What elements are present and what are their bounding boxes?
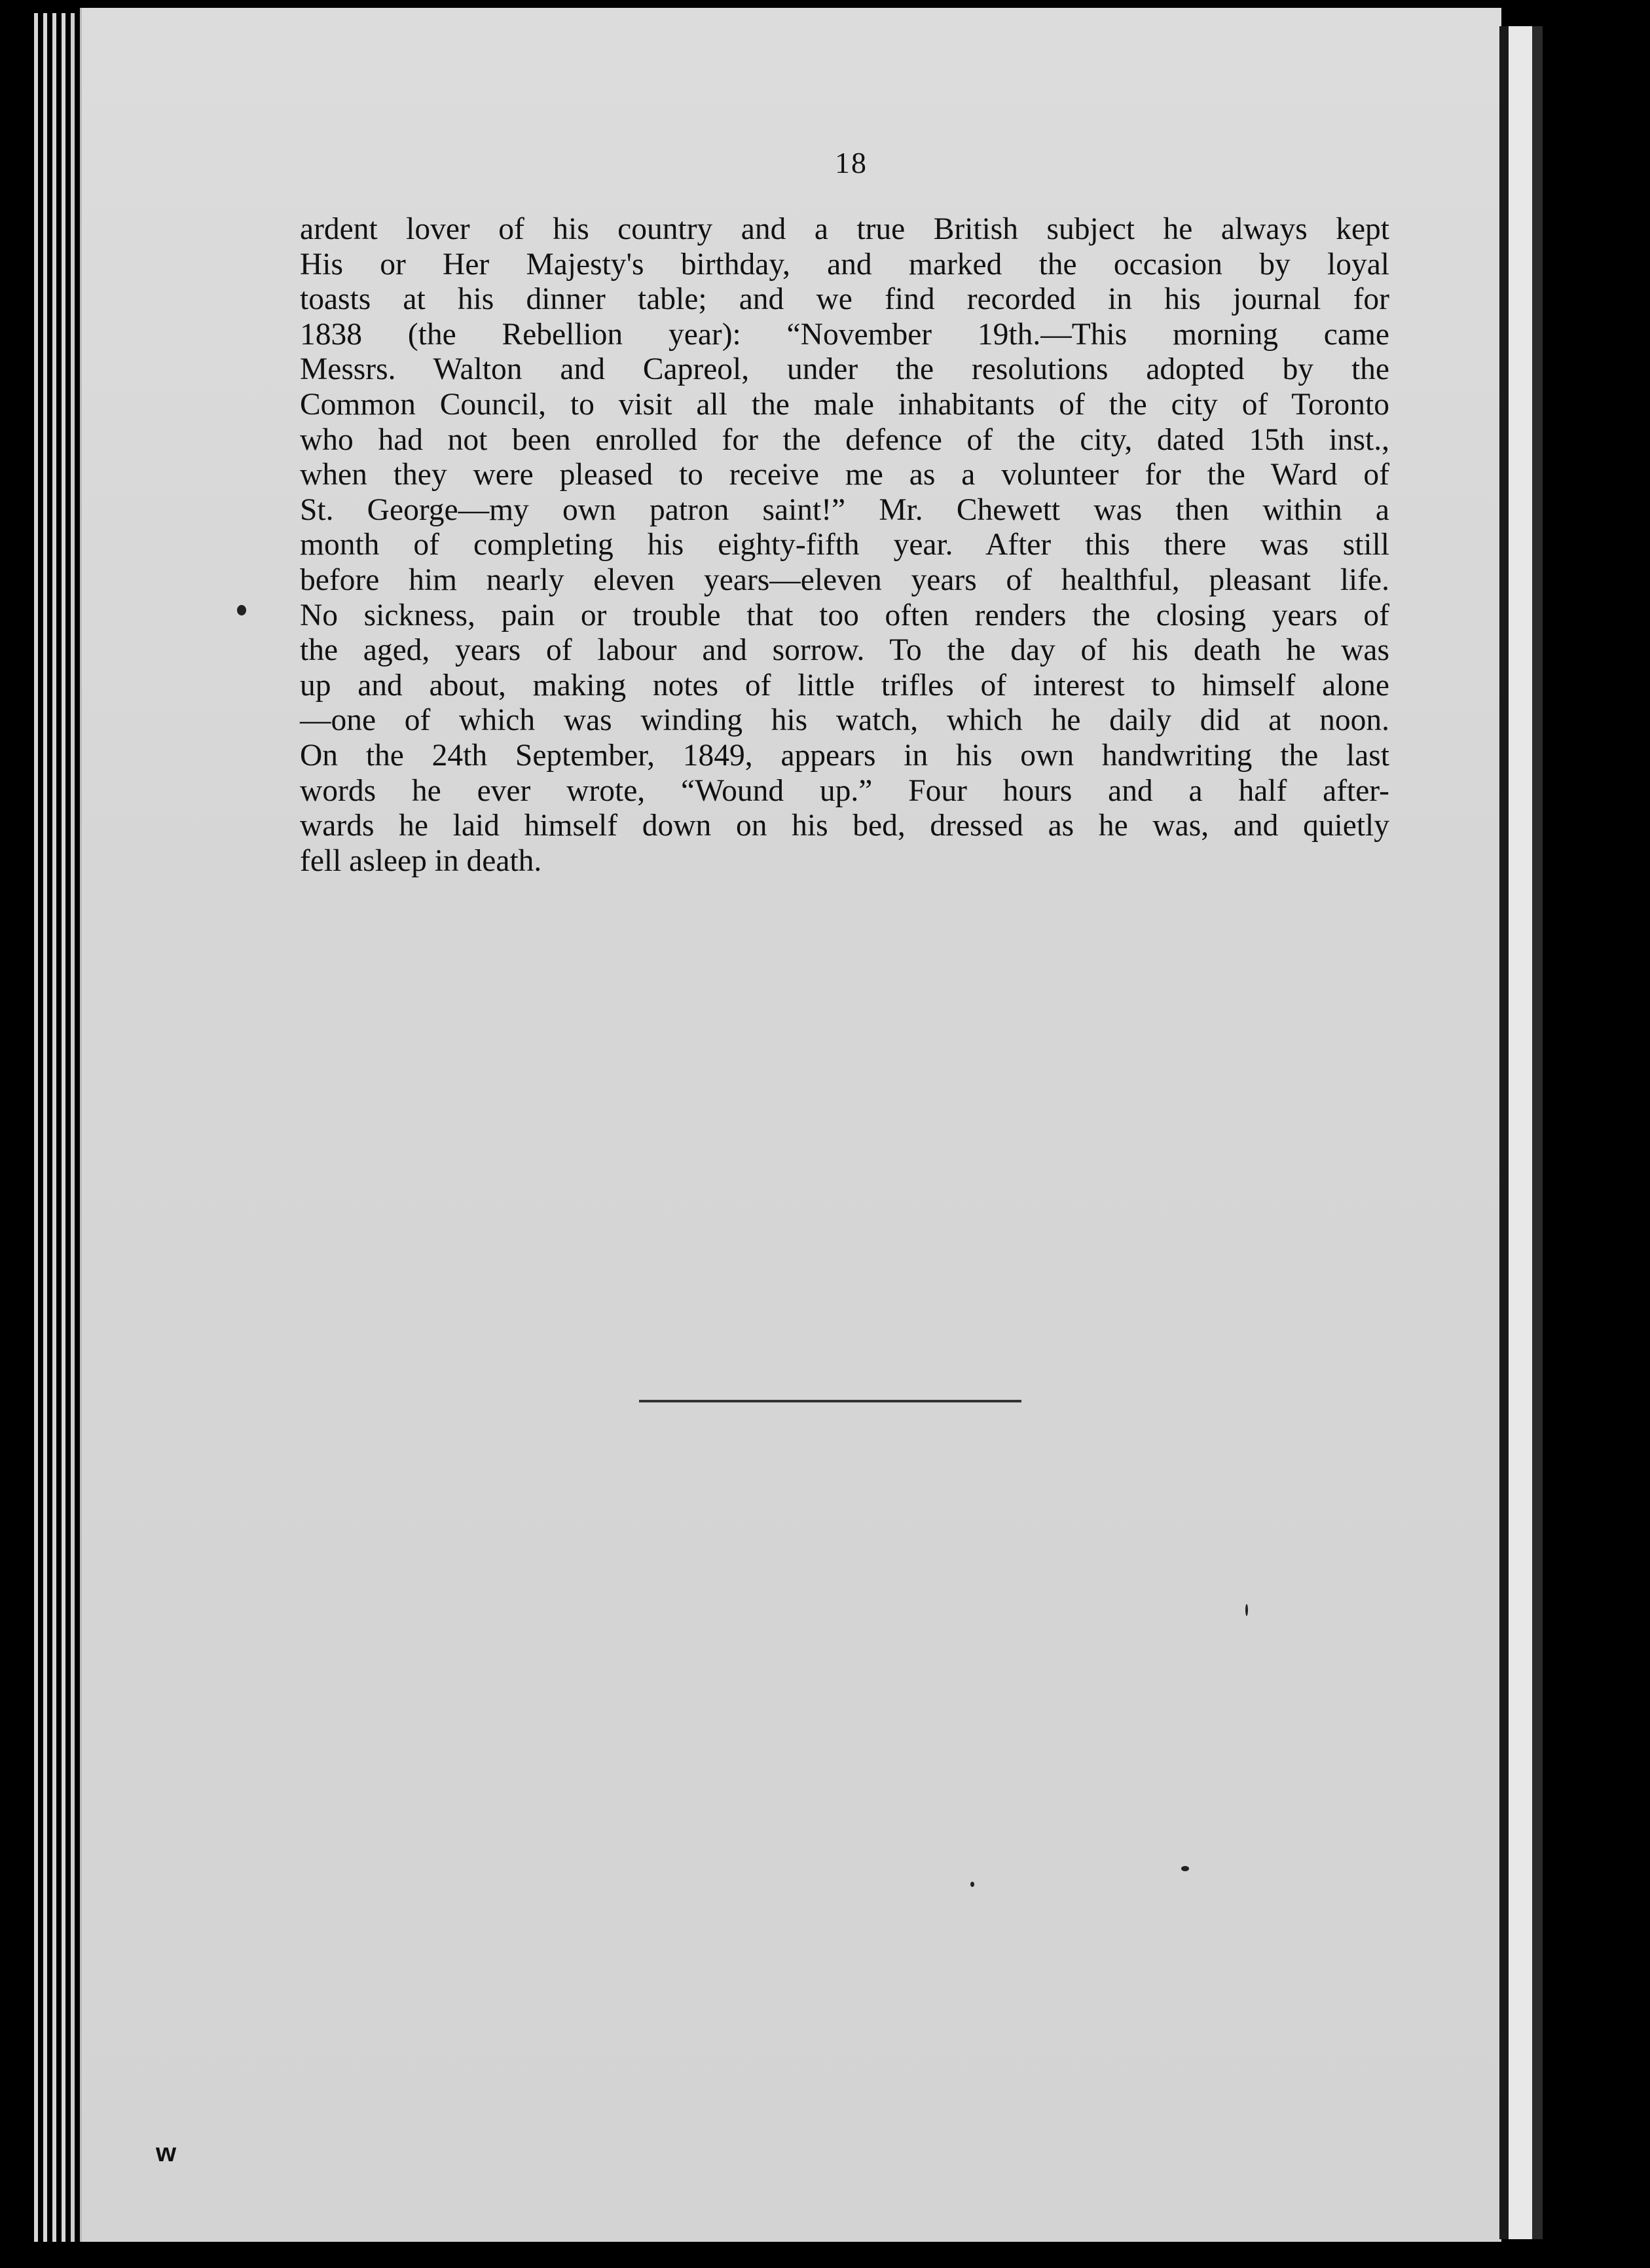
text-line: —one of which was winding his watch, which he daily did at noon.: [300, 703, 1389, 738]
text-line: 1838 (the Rebellion year): “November 19th.—This morning came: [300, 317, 1389, 352]
ink-speck: [1181, 1866, 1189, 1871]
page-edge: [43, 13, 47, 2242]
text-line: His or Her Majesty's birthday, and marked the occasion by loyal: [300, 247, 1389, 282]
ink-speck: [237, 605, 246, 615]
text-line: ardent lover of his country and a true British subject he always kept: [300, 212, 1389, 246]
text-line: when they were pleased to receive me as a volunteer for the Ward of: [300, 458, 1389, 492]
text-line: words he ever wrote, “Wound up.” Four hours and a half after-: [300, 773, 1389, 808]
binding-edge: [1532, 26, 1543, 2239]
binding-strip: [1499, 26, 1509, 2239]
text-line: toasts at his dinner table; and we find recorded in his journal for: [300, 282, 1389, 317]
corner-mark: w: [156, 2138, 177, 2167]
text-line: Common Council, to visit all the male inhabitants of the city of Toronto: [300, 387, 1389, 422]
text-line: the aged, years of labour and sorrow. To the day of his death he was: [300, 633, 1389, 668]
text-line: On the 24th September, 1849, appears in his own handwriting the last: [300, 738, 1389, 773]
text-line: Messrs. Walton and Capreol, under the resolutions adopted by the: [300, 352, 1389, 387]
page-number: 18: [835, 146, 868, 179]
text-line: month of completing his eighty-fifth year. After this there was still: [300, 528, 1389, 562]
text-line: up and about, making notes of little trifles of interest to himself alone: [300, 668, 1389, 703]
text-line: before him nearly eleven years—eleven years of healthful, pleasant life.: [300, 562, 1389, 597]
section-divider: [639, 1400, 1021, 1402]
binding-margin: [1509, 26, 1532, 2239]
text-line: wards he laid himself down on his bed, dressed as he was, and quietly: [300, 809, 1389, 843]
page-edge: [52, 13, 56, 2242]
body-paragraph: [300, 212, 1389, 879]
ink-speck: [1245, 1604, 1248, 1616]
text-line: No sickness, pain or trouble that too often renders the closing years of: [300, 598, 1389, 632]
text-line: St. George—my own patron saint!” Mr. Chewett was then within a: [300, 492, 1389, 527]
page-edge: [62, 13, 65, 2242]
ink-speck: [970, 1882, 974, 1887]
text-line-last: fell asleep in death.: [300, 843, 542, 878]
page-edge: [71, 13, 75, 2242]
text-line: who had not been enrolled for the defence of the city, dated 15th inst.,: [300, 422, 1389, 457]
page-edge: [34, 13, 38, 2242]
